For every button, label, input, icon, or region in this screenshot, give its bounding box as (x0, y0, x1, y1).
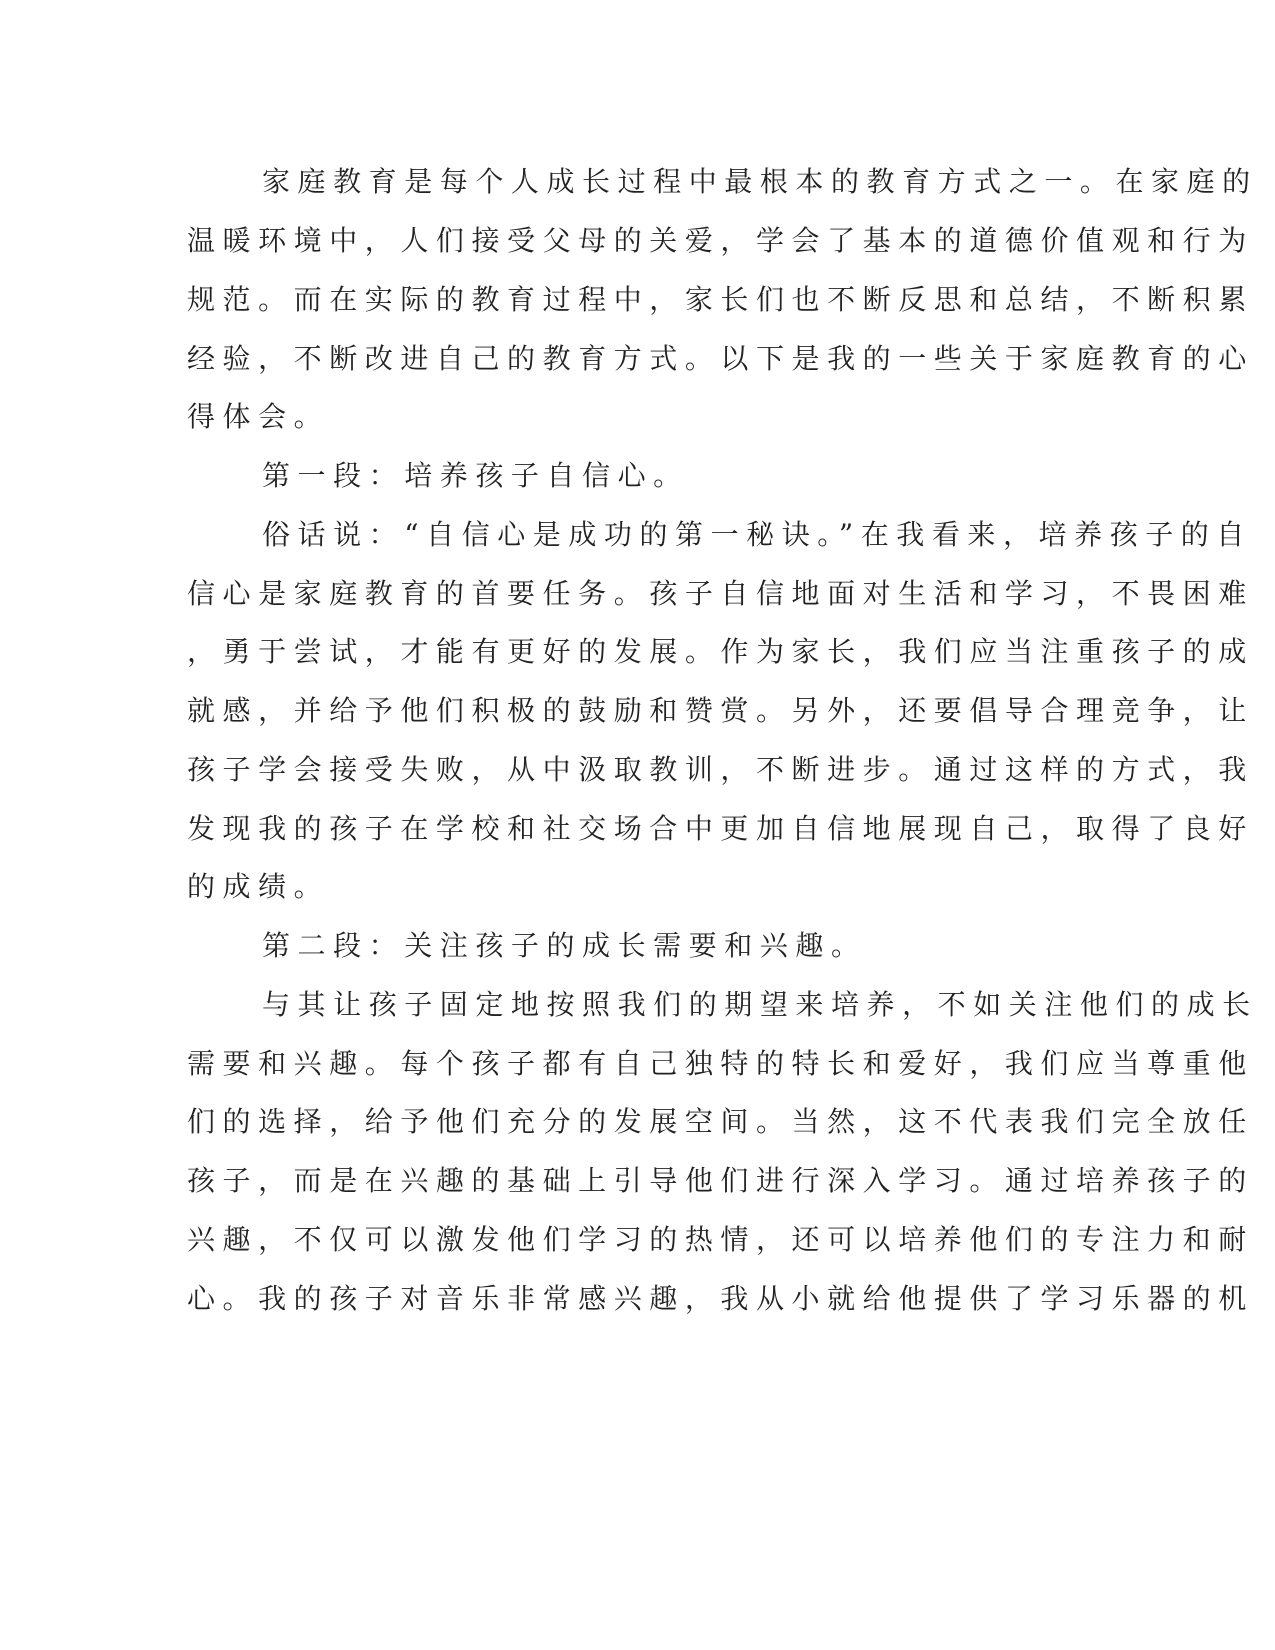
text-line: 与其让孩子固定地按照我们的期望来培养，不如关注他们的成长 (262, 988, 1258, 1021)
text-line: 的成绩。 (187, 870, 330, 903)
text-line: 心。我的孩子对音乐非常感兴趣，我从小就给他提供了学习乐器的机 (187, 1282, 1254, 1315)
text-line: 信心是家庭教育的首要任务。孩子自信地面对生活和学习，不畏困难 (187, 577, 1254, 610)
text-line: 孩子，而是在兴趣的基础上引导他们进行深入学习。通过培养孩子的 (187, 1164, 1254, 1197)
text-line: 俗话说：“自信心是成功的第一秘诀。”在我看来，培养孩子的自 (262, 518, 1252, 551)
section-heading: 第二段：关注孩子的成长需要和兴趣。 (262, 929, 867, 962)
text-line: 经验，不断改进自己的教育方式。以下是我的一些关于家庭教育的心 (187, 342, 1254, 375)
text-line: 得体会。 (187, 400, 330, 433)
text-line: 温暖环境中，人们接受父母的关爱，学会了基本的道德价值观和行为 (187, 224, 1254, 257)
text-line: 规范。而在实际的教育过程中，家长们也不断反思和总结，不断积累 (187, 283, 1254, 316)
text-line: 发现我的孩子在学校和社交场合中更加自信地展现自己，取得了良好 (187, 812, 1254, 845)
section-heading: 第一段：培养孩子自信心。 (262, 459, 689, 492)
text-line: 需要和兴趣。每个孩子都有自己独特的特长和爱好，我们应当尊重他 (187, 1047, 1254, 1080)
text-line: 兴趣，不仅可以激发他们学习的热情，还可以培养他们的专注力和耐 (187, 1223, 1254, 1256)
text-line: 孩子学会接受失败，从中汲取教训，不断进步。通过这样的方式，我 (187, 753, 1254, 786)
text-line: 们的选择，给予他们充分的发展空间。当然，这不代表我们完全放任 (187, 1105, 1254, 1138)
text-line: 就感，并给予他们积极的鼓励和赞赏。另外，还要倡导合理竞争，让 (187, 694, 1254, 727)
text-line: 家庭教育是每个人成长过程中最根本的教育方式之一。在家庭的 (262, 165, 1258, 198)
text-line: ，勇于尝试，才能有更好的发展。作为家长，我们应当注重孩子的成 (187, 635, 1254, 668)
